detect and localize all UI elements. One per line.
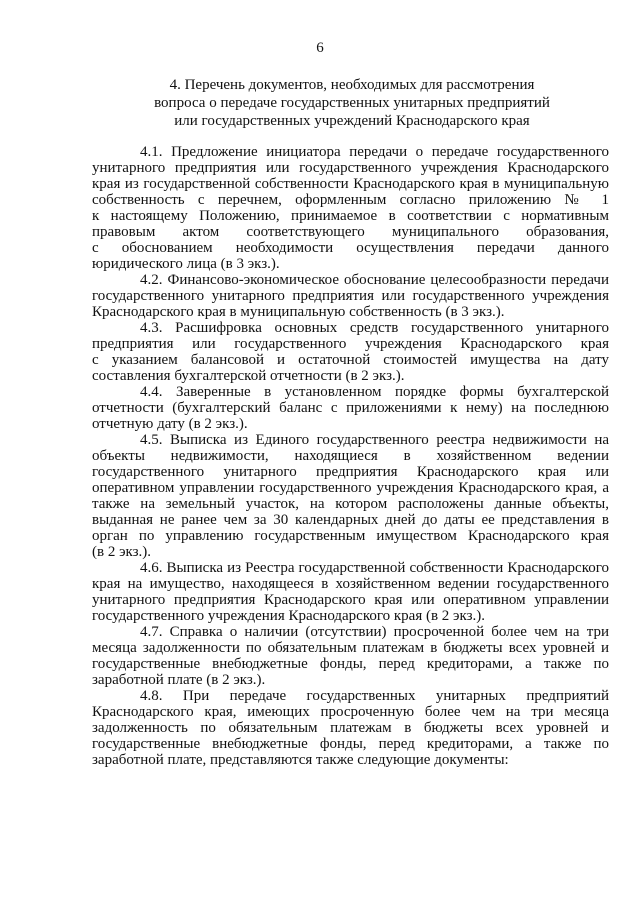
paragraph-line: месяца задолженности по обязательным платежам в бюджеты всех уровней и xyxy=(92,640,609,656)
paragraph-line: отчетности (бухгалтерский баланс с приложениями к нему) на последнюю xyxy=(92,400,609,416)
paragraph-line: юридического лица (в 3 экз.). xyxy=(92,256,280,272)
paragraph-line: 4.7. Справка о наличии (отсутствии) просроченной более чем на три xyxy=(140,624,609,640)
paragraph-line: к настоящему Положению, принимаемое в соответствии с нормативным xyxy=(92,208,609,224)
paragraph-line: государственного учреждения Краснодарского края (в 2 экз.). xyxy=(92,608,486,624)
section-title-line: или государственных учреждений Краснодарского края xyxy=(174,113,530,129)
paragraph-line: унитарного предприятия Краснодарского края или оперативном управлении xyxy=(92,592,609,608)
paragraph-line: 4.4. Заверенные в установленном порядке формы бухгалтерской xyxy=(140,384,609,400)
paragraph-line: объекты недвижимости, находящиеся в хозяйственном ведении xyxy=(92,448,609,464)
paragraph-line: составления бухгалтерской отчетности (в 2 экз.). xyxy=(92,368,405,384)
document-body xyxy=(92,144,609,768)
paragraph-line: предприятия или государственного учреждения Краснодарского края xyxy=(92,336,609,352)
paragraph-line: орган по управлению государственным имуществом Краснодарского края xyxy=(92,528,609,544)
paragraph-line: с обоснованием необходимости осуществления передачи данного xyxy=(92,240,609,256)
section-title xyxy=(92,76,612,130)
paragraph-line: отчетную дату (в 2 экз.). xyxy=(92,416,248,432)
section-title-line: 4. Перечень документов, необходимых для рассмотрения xyxy=(169,77,535,93)
paragraph-5 xyxy=(92,432,609,560)
paragraph-line: с указанием балансовой и остаточной стоимостей имущества на дату xyxy=(92,352,609,368)
paragraph-3 xyxy=(92,320,609,384)
paragraph-line: 4.1. Предложение инициатора передачи о передаче государственного xyxy=(140,144,609,160)
paragraph-line: заработной плате, представляются также следующие документы: xyxy=(92,752,509,768)
paragraph-line: государственные внебюджетные фонды, перед кредиторами, а также по xyxy=(92,656,609,672)
paragraph-line: 4.3. Расшифровка основных средств государственного унитарного xyxy=(140,320,609,336)
paragraph-line: правовым актом соответствующего муниципального образования, xyxy=(92,224,609,240)
paragraph-line: унитарного предприятия или государственного учреждения Краснодарского xyxy=(92,160,609,176)
paragraph-line: оперативном управлении государственного учреждения Краснодарского края, а xyxy=(92,480,609,496)
paragraph-line: задолженность по обязательным платежам в бюджеты всех уровней и xyxy=(92,720,609,736)
paragraph-line: края из государственной собственности Краснодарского края в муниципальную xyxy=(92,176,609,192)
paragraph-line: также на земельный участок, на котором расположены данные объекты, xyxy=(92,496,609,512)
paragraph-8 xyxy=(92,688,609,768)
paragraph-6 xyxy=(92,560,609,624)
paragraph-2 xyxy=(92,272,609,320)
paragraph-1 xyxy=(92,144,609,272)
paragraph-line: выданная не ранее чем за 30 календарных дней до даты ее представления в xyxy=(92,512,609,528)
paragraph-line: (в 2 экз.). xyxy=(92,544,152,560)
paragraph-line: 4.6. Выписка из Реестра государственной собственности Краснодарского xyxy=(140,560,609,576)
paragraph-line: Краснодарского края в муниципальную собственность (в 3 экз.). xyxy=(92,304,505,320)
paragraph-line: заработной плате (в 2 экз.). xyxy=(92,672,266,688)
paragraph-line: Краснодарского края, имеющих просроченную более чем на три месяца xyxy=(92,704,609,720)
section-title-line: вопроса о передаче государственных унитарных предприятий xyxy=(154,95,550,111)
paragraph-line: государственного унитарного предприятия или государственного учреждения xyxy=(92,288,609,304)
paragraph-4 xyxy=(92,384,609,432)
paragraph-line: государственные внебюджетные фонды, перед кредиторами, а также по xyxy=(92,736,609,752)
paragraph-line: 4.8. При передаче государственных унитарных предприятий xyxy=(140,688,609,704)
paragraph-line: 4.2. Финансово-экономическое обоснование целесообразности передачи xyxy=(140,272,609,288)
page-number: 6 xyxy=(316,40,324,56)
paragraph-line: края на имущество, находящееся в хозяйственном ведении государственного xyxy=(92,576,609,592)
paragraph-7 xyxy=(92,624,609,688)
paragraph-line: 4.5. Выписка из Единого государственного реестра недвижимости на xyxy=(140,432,609,448)
paragraph-line: государственного унитарного предприятия Краснодарского края или xyxy=(92,464,609,480)
paragraph-line: собственность с перечнем, оформленным согласно приложению № 1 xyxy=(92,192,609,208)
